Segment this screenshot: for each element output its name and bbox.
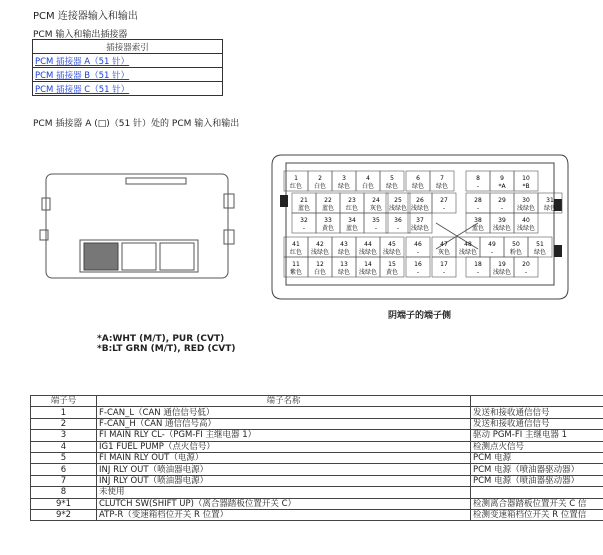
pin-wire-color: 红色 [289, 183, 303, 190]
table-row [31, 498, 603, 509]
pin-wire-color: 蓝色 [297, 205, 311, 212]
table-row [31, 487, 603, 498]
pin-number: 38 [474, 217, 482, 224]
terminal-description: PCM 电源 [471, 452, 603, 463]
pin-38 [466, 213, 490, 233]
note-a: *A:WHT (M/T), PUR (CVT) [97, 334, 225, 344]
pin-wire-color: 浅绿色 [458, 249, 478, 256]
pin-33 [316, 213, 340, 233]
pin-number: 18 [474, 261, 482, 268]
pin-20 [514, 257, 538, 277]
pin-wire-color: *A [498, 183, 506, 190]
pin-wire-color: - [524, 269, 528, 276]
terminal-name: F-CAN_H（CAN 通信信号高） [97, 418, 471, 429]
pin-49 [480, 237, 504, 257]
pin-wire-color: 灰色 [369, 205, 383, 212]
pin-wire-color: *B [522, 183, 530, 190]
terminal-name: F-CAN_L（CAN 通信信号低） [97, 407, 471, 418]
pin-43 [332, 237, 356, 257]
pin-number: 43 [340, 241, 348, 248]
pin-number: 15 [388, 261, 396, 268]
pin-15 [380, 257, 404, 277]
pin-number: 34 [348, 217, 356, 224]
table-row [31, 418, 603, 429]
header-cell: 端子名称 [97, 396, 471, 407]
pinout-title: PCM 插接器 A (□)（51 针）处的 PCM 输入和输出 [33, 119, 240, 129]
pin-12 [308, 257, 332, 277]
terminal-description: 检测变速箱档位开关 R 位置信 [471, 509, 603, 520]
terminal-name: INJ RLY OUT（喷油器电源） [97, 475, 471, 486]
pin-number: 33 [324, 217, 332, 224]
pin-36 [386, 213, 410, 233]
pin-wire-color: 蓝色 [345, 225, 359, 232]
pin-wire-color: - [416, 249, 420, 256]
terminal-number: 1 [31, 407, 97, 418]
pin-10 [514, 171, 538, 191]
pin-number: 27 [440, 197, 448, 204]
table-row [31, 464, 603, 475]
pin-8 [466, 171, 490, 191]
pin-number: 45 [388, 241, 396, 248]
pin-18 [466, 257, 490, 277]
pin-wire-color: 红色 [289, 249, 303, 256]
header-cell: 端子号 [31, 396, 97, 407]
pin-wire-color: 浅绿色 [492, 225, 512, 232]
pin-wire-color: 绿色 [435, 183, 449, 190]
pin-number: 24 [372, 197, 380, 204]
pin-number: 25 [394, 197, 402, 204]
pin-wire-color: 白色 [361, 183, 375, 190]
pin-wire-color: - [490, 249, 494, 256]
pin-wire-color: 浅绿色 [382, 249, 402, 256]
pin-24 [364, 193, 388, 213]
pin-wire-color: 白色 [313, 183, 327, 190]
terminal-number: 7 [31, 475, 97, 486]
pin-wire-color: 绿色 [337, 269, 351, 276]
pin-wire-color: 蓝色 [321, 205, 335, 212]
pin-number: 28 [474, 197, 482, 204]
pin-number: 48 [464, 241, 472, 248]
pin-19 [490, 257, 514, 277]
link-connector-a[interactable]: PCM 插接器 A（51 针） [33, 54, 223, 68]
pin-number: 7 [440, 175, 444, 182]
pin-number: 1 [294, 175, 298, 182]
pin-number: 13 [340, 261, 348, 268]
pin-17 [432, 257, 456, 277]
pin-23 [340, 193, 364, 213]
pin-wire-color: - [442, 205, 446, 212]
pin-number: 26 [416, 197, 424, 204]
terminal-number: 6 [31, 464, 97, 475]
pin-wire-color: 浅绿色 [358, 269, 378, 276]
terminal-name: ATP-R（变速箱档位开关 R 位置） [97, 509, 471, 520]
pin-number: 40 [522, 217, 530, 224]
section-title: PCM 连接器输入和输出 [33, 11, 138, 22]
pin-39 [490, 213, 514, 233]
pin-21 [292, 193, 316, 213]
pin-44 [356, 237, 380, 257]
pin-wire-color: 绿色 [543, 205, 557, 212]
pin-wire-color: 蓝色 [471, 225, 485, 232]
pin-number: 4 [366, 175, 370, 182]
terminal-number: 3 [31, 430, 97, 441]
terminal-description: 检测点火信号 [471, 441, 603, 452]
pin-number: 32 [300, 217, 308, 224]
terminal-description [471, 487, 603, 498]
pin-number: 44 [364, 241, 372, 248]
terminal-table [30, 395, 603, 521]
pin-wire-color: 绿色 [337, 249, 351, 256]
pin-wire-color: 浅绿色 [516, 205, 536, 212]
pin-50 [504, 237, 528, 257]
pin-11 [284, 257, 308, 277]
pin-wire-color: - [396, 225, 400, 232]
pin-number: 46 [414, 241, 422, 248]
table-row [31, 509, 603, 520]
pin-37 [408, 213, 432, 233]
pin-wire-color: - [500, 205, 504, 212]
pin-number: 3 [342, 175, 346, 182]
terminal-name: 未使用 [97, 487, 471, 498]
terminal-description: PCM 电源（喷油器驱动器） [471, 464, 603, 475]
pin-6 [406, 171, 430, 191]
pin-13 [332, 257, 356, 277]
pin-46 [406, 237, 430, 257]
pin-wire-color: 绿色 [411, 183, 425, 190]
index-header: 插接器索引 [33, 40, 223, 54]
terminal-table-header [31, 396, 603, 407]
pin-number: 9 [500, 175, 504, 182]
pcm-unit-illustration [36, 168, 248, 288]
pin-number: 30 [522, 197, 530, 204]
pin-wire-color: 浅绿色 [410, 205, 430, 212]
connector-index-table [32, 39, 223, 96]
pin-wire-color: - [374, 225, 378, 232]
note-b: *B:LT GRN (M/T), RED (CVT) [97, 344, 236, 354]
pin-number: 12 [316, 261, 324, 268]
pin-number: 2 [318, 175, 322, 182]
table-row [31, 441, 603, 452]
pin-number: 16 [414, 261, 422, 268]
pin-30 [514, 193, 538, 213]
pin-wire-color: 绿色 [533, 249, 547, 256]
terminal-name: CLUTCH SW(SHIFT UP)（离合器踏板位置开关 C） [97, 498, 471, 509]
pin-wire-color: 黄色 [321, 225, 335, 232]
table-row [31, 475, 603, 486]
table-row [31, 407, 603, 418]
terminal-description: 检测离合器踏板位置开关 C 信 [471, 498, 603, 509]
pin-32 [292, 213, 316, 233]
pin-number: 23 [348, 197, 356, 204]
pin-number: 11 [292, 261, 300, 268]
terminal-number: 2 [31, 418, 97, 429]
pin-40 [514, 213, 538, 233]
pin-wire-color: 白色 [313, 269, 327, 276]
pin-wire-color: - [476, 183, 480, 190]
pin-number: 35 [372, 217, 380, 224]
connector-view-label: 阴端子的端子侧 [388, 311, 452, 321]
terminal-description: 发送和接收通信信号 [471, 407, 603, 418]
terminal-name: FI MAIN RLY OUT（电源） [97, 452, 471, 463]
pin-wire-color: 紫色 [289, 269, 303, 276]
pin-number: 41 [292, 241, 300, 248]
pin-wire-color: - [442, 269, 446, 276]
pin-9 [490, 171, 514, 191]
pin-1 [284, 171, 308, 191]
terminal-description: 发送和接收通信信号 [471, 418, 603, 429]
pin-26 [408, 193, 432, 213]
pin-25 [386, 193, 410, 213]
terminal-number: 9*1 [31, 498, 97, 509]
pin-wire-color: 浅绿色 [310, 249, 330, 256]
terminal-number: 8 [31, 487, 97, 498]
pin-wire-color: 浅绿色 [516, 225, 536, 232]
pin-35 [364, 213, 388, 233]
pin-7 [430, 171, 454, 191]
pin-number: 29 [498, 197, 506, 204]
pin-number: 14 [364, 261, 372, 268]
link-connector-b[interactable]: PCM 插接器 B（51 针） [33, 68, 223, 82]
pin-28 [466, 193, 490, 213]
terminal-name: IG1 FUEL PUMP（点火信号） [97, 441, 471, 452]
pin-number: 10 [522, 175, 530, 182]
terminal-number: 4 [31, 441, 97, 452]
pin-wire-color: 黄色 [385, 269, 399, 276]
pin-wire-color: 绿色 [385, 183, 399, 190]
pin-wire-color: - [476, 205, 480, 212]
pin-number: 42 [316, 241, 324, 248]
pin-22 [316, 193, 340, 213]
pin-42 [308, 237, 332, 257]
pin-48 [456, 237, 480, 257]
pin-number: 22 [324, 197, 332, 204]
pin-number: 31 [546, 197, 554, 204]
pin-wire-color: 灰色 [437, 249, 451, 256]
pin-34 [340, 213, 364, 233]
pin-wire-color: 绿色 [337, 183, 351, 190]
pin-wire-color: 粉色 [509, 249, 523, 256]
table-row [31, 452, 603, 463]
terminal-description: PCM 电源（喷油器驱动器） [471, 475, 603, 486]
pin-47 [432, 237, 456, 257]
pin-wire-color: 浅绿色 [410, 225, 430, 232]
pin-16 [406, 257, 430, 277]
pin-wire-color: 浅绿色 [492, 269, 512, 276]
connector-face-diagram [268, 153, 572, 305]
pin-number: 36 [394, 217, 402, 224]
pin-14 [356, 257, 380, 277]
pin-number: 5 [390, 175, 394, 182]
pin-5 [380, 171, 404, 191]
pin-number: 20 [522, 261, 530, 268]
header-cell [471, 396, 603, 407]
pin-number: 47 [440, 241, 448, 248]
pin-27 [432, 193, 456, 213]
pin-number: 37 [416, 217, 424, 224]
pin-2 [308, 171, 332, 191]
pin-number: 6 [416, 175, 420, 182]
terminal-name: FI MAIN RLY CL-（PGM-FI 主继电器 1） [97, 430, 471, 441]
pin-wire-color: - [302, 225, 306, 232]
pin-3 [332, 171, 356, 191]
pin-number: 19 [498, 261, 506, 268]
pin-number: 49 [488, 241, 496, 248]
pin-number: 51 [536, 241, 544, 248]
pin-number: 39 [498, 217, 506, 224]
pin-number: 8 [476, 175, 480, 182]
terminal-description: 驱动 PGM-FI 主继电器 1 [471, 430, 603, 441]
table-row [31, 430, 603, 441]
terminal-number: 9*2 [31, 509, 97, 520]
pin-51 [528, 237, 552, 257]
pin-41 [284, 237, 308, 257]
pin-wire-color: 浅绿色 [358, 249, 378, 256]
subtitle: PCM 输入和输出插接器 [33, 30, 128, 40]
wire-color-notes [97, 334, 235, 354]
pin-wire-color: 浅绿色 [388, 205, 408, 212]
pin-number: 50 [512, 241, 520, 248]
pin-wire-color: - [476, 269, 480, 276]
pin-wire-color: - [416, 269, 420, 276]
terminal-name: INJ RLY OUT（喷油器电源） [97, 464, 471, 475]
link-connector-c[interactable]: PCM 插接器 C（51 针） [33, 82, 223, 96]
terminal-number: 5 [31, 452, 97, 463]
pin-29 [490, 193, 514, 213]
pin-number: 17 [440, 261, 448, 268]
pin-45 [380, 237, 404, 257]
pin-wire-color: 红色 [345, 205, 359, 212]
pin-number: 21 [300, 197, 308, 204]
pin-4 [356, 171, 380, 191]
